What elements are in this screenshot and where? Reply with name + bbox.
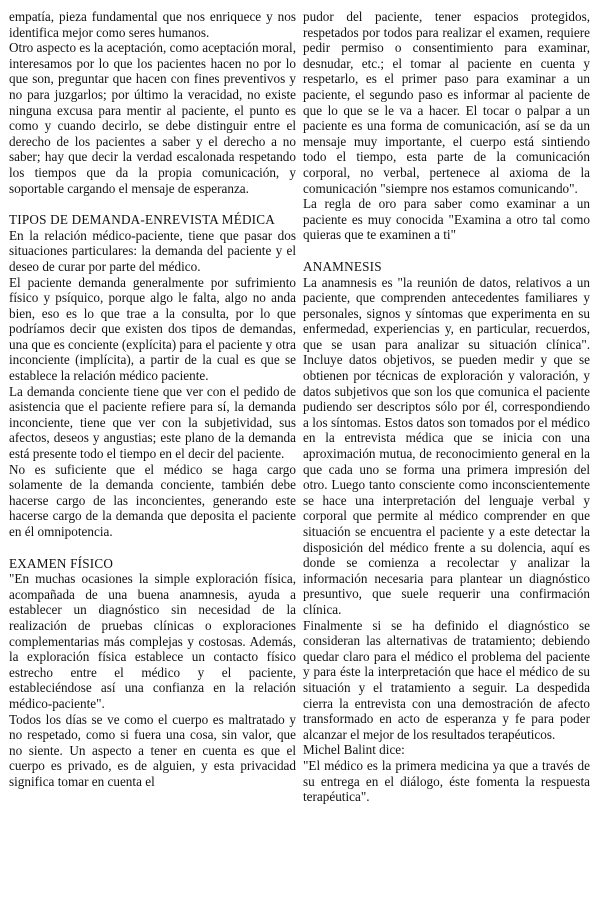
paragraph: La regla de oro para saber como examinar a un paciente es muy conocida "Examina a otro tal como quieras que te examinen a ti" <box>303 196 590 243</box>
paragraph: "En muchas ocasiones la simple exploración física, acompañada de una buena anamnesis, ayuda a establecer un diagnóstico sin necesidad de la realización de pruebas clínicas o exploraciones complementarias más complejas y costosas. Además, la exploración física establece un contacto físico estrecho entre el médico y el paciente, estableciéndose así una confianza en la relación médico-paciente". <box>9 571 296 711</box>
section-heading: TIPOS DE DEMANDA-ENREVISTA MÉDICA <box>9 212 275 228</box>
paragraph: No es suficiente que el médico se haga cargo solamente de la demanda conciente, también debe hacerse cargo de las inconcientes, generando este hacerse cargo de la demanda que deposita el paciente en él omnipotencia. <box>9 461 296 539</box>
paragraph: Todos los días se ve como el cuerpo es maltratado y no respetado, como si fuera una cosa, sin valor, que no siente. Un aspecto a tener en cuenta es que el cuerpo es privado, es de alguien, y esta privacidad significa tomar en cuenta el <box>9 711 296 789</box>
paragraph: empatía, pieza fundamental que nos enriquece y nos identifica mejor como seres humanos. <box>9 9 296 40</box>
paragraph: Finalmente si se ha definido el diagnóstico se consideran las alternativas de tratamiento; debiendo quedar claro para el médico el problema del paciente y para éste la interpretación que hace el médico de su situación y el tratamiento a seguir. La despedida cierra la entrevista con una demostración de afecto transformado en acto de esperanza y fe para poder alcanzar el mejor de los resultados terapéuticos. <box>303 617 590 742</box>
paragraph: En la relación médico-paciente, tiene que pasar dos situaciones particulares: la demanda del paciente y el deseo de curar por parte del médico. <box>9 227 296 274</box>
paragraph: El paciente demanda generalmente por sufrimiento físico y psíquico, porque algo le falta, algo no anda bien, eso es lo que trae a la consulta, por lo que podríamos decir que existen dos tipos de demandas, una que es conciente (explícita) para el paciente y otra inconciente (implícita), a partir de la cual es que se establece la relación médico paciente. <box>9 274 296 384</box>
section-gap <box>303 243 590 259</box>
paragraph: pudor del paciente, tener espacios protegidos, respetados por todos para realizar el examen, requiere pedir permiso o consentimiento para examinar, desnudar, etc.; el tomar al paciente en cuenta y respetarlo, es el primer paso para examinar a un paciente, el segundo paso es informar al paciente de que lo que se le va a hacer. El tocar o palpar a un paciente es una forma de comunicación, así se da un mensaje muy importante, el cuerpo está sintiendo todo el tiempo, esta parte de la comunicación corporal, no verbal, pertenece al axioma de la comunicación "siempre nos estamos comunicando". <box>303 9 590 196</box>
quote-paragraph: "El médico es la primera medicina ya que a través de su entrega en el diálogo, éste fomenta la respuesta terapéutica". <box>303 757 590 805</box>
paragraph: Michel Balint dice: <box>303 742 405 758</box>
right-column <box>303 9 590 805</box>
section-heading: ANAMNESIS <box>303 258 382 274</box>
section-gap <box>9 196 296 212</box>
paragraph: Otro aspecto es la aceptación, como aceptación moral, interesamos por lo que los pacientes hacen no por lo que son, preguntar que hacen con fines preventivos y no para juzgarlos; por último la veracidad, no existe ninguna excusa para mentir al paciente, el punto es como y cuando decirlo, se debe distinguir entre el derecho de los pacientes a saber y el derecho a no saber; hay que decir la verdad escalonada respetando los tiempos que da la propia comunicación, y soportable cargando el mensaje de esperanza. <box>9 40 296 196</box>
section-gap <box>9 540 296 556</box>
left-column <box>9 9 296 790</box>
paragraph: La demanda conciente tiene que ver con el pedido de asistencia que el paciente refiere para sí, la demanda inconciente, tiene que ver con la subjetividad, sus afectos, deseos y angustias; este plano de la demanda está presente todo el tiempo en el decir del paciente. <box>9 383 296 462</box>
paragraph: La anamnesis es "la reunión de datos, relativos a un paciente, que comprenden antecedentes familiares y personales, signos y síntomas que experimenta en su enfermedad, experiencias y, en particular, recuerdos, que se usan para analizar su situación clínica". Incluye datos objetivos, se pueden medir y que se obtienen por técnicas de exploración y valoración, y datos subjetivos que son los que comunica el paciente pudiendo ser descriptos sólo por él, correspondiendo a los síntomas. Estos datos son tomados por el médico en la entrevista médica que se inicia con una aproximación mutua, de reconocimiento general en la que cada uno se forma una primera impresión del otro. Luego tanto consciente como inconscientemente se hace una interpretación del lenguaje verbal y corporal que permite al médico comprender en que situación se encuentra el paciente y a este detectar la disposición del médico frente a su dolencia, aquí es donde se comienza a recolectar y analizar la información necesaria para plantear un diagnóstico presuntivo, que suele requerir una confirmación clínica. <box>303 274 590 617</box>
section-heading: EXAMEN FÍSICO <box>9 555 114 571</box>
